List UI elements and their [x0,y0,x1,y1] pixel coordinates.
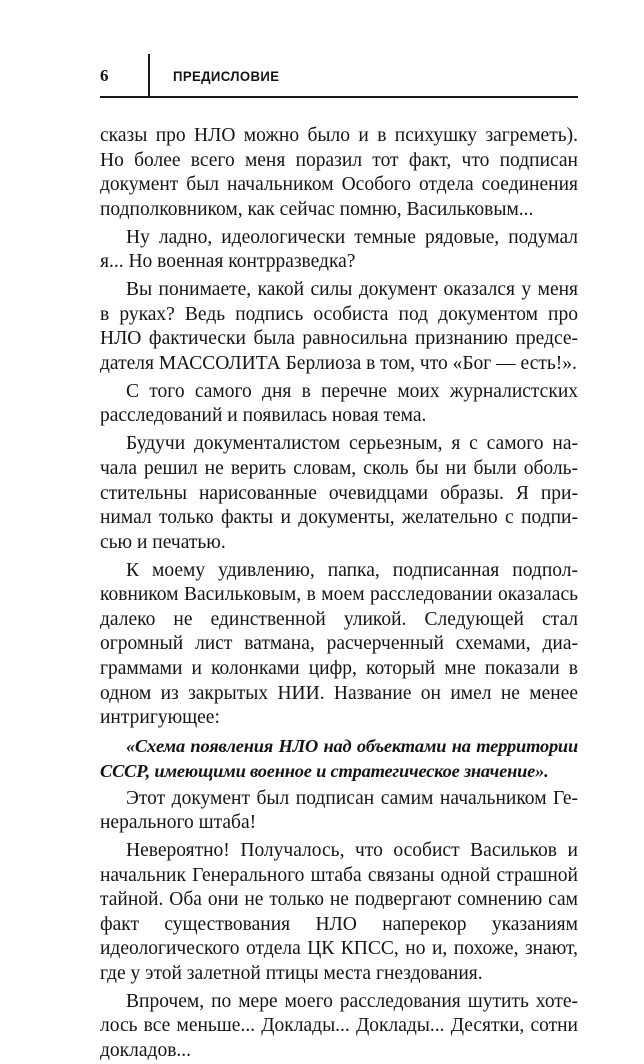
running-header [100,50,578,98]
page-number: 6 [100,66,109,85]
paragraph-5: Будучи документалистом серьезным, я с самого начала решил не верить словам, сколь бы ни были обольстительны нарисованные очевидцами образы. Я принимал только факты и документы, желательно с подписью и печатью. [100,433,578,553]
header-divider [148,54,150,96]
paragraph-7: Этот документ был подписан самим начальником Генерального штаба! [100,787,578,834]
paragraph-1: сказы про НЛО можно было и в психушку загреметь). Но более всего меня поразил тот факт, что подписан документ был начальником Особого отдела соединения подполковником, как сейчас помню, Васильковым... [100,125,578,220]
paragraph-8: Невероятно! Получалось, что особист Васильков и начальник Генерального штаба связаны одной страшной тайной. Оба они не только не подвергают сомнению сам факт существования НЛО наперекор указаниям идеологического отдела ЦК КПСС, но и, похоже, знают, где у этой залетной птицы места гнездования. [100,840,578,984]
paragraph-6: К моему удивлению, папка, подписанная подполковником Васильковым, в моем расследовании оказалась далеко не единственной уликой. Следующей стал огромный лист ватмана, расчерченный схемами, диаграммами и колонками цифр, который мне показали в одном из закрытых НИИ. Название он имел не менее интригующее: [100,559,578,729]
paragraph-9: Впрочем, по мере моего расследования шутить хотелось все меньше... Доклады... Доклады... Десятки, сотни докладов... [100,990,578,1062]
section-title: ПРЕДИСЛОВИЕ [173,68,280,84]
paragraph-3: Вы понимаете, какой силы документ оказался у меня в руках? Ведь подпись особиста под документом про НЛО фактически была равносильна признанию председателя МАССОЛИТА Берлиоза в том, что «Бог — есть!». [100,279,578,374]
paragraph-4: С того самого дня в перечне моих журналистских расследований и появилась новая тема. [100,380,578,427]
document-title-quote: «Схема появления НЛО над объектами на территории СССР, имеющими военное и стратегическое значение». [100,736,578,781]
body-text [100,124,578,1064]
paragraph-2: Ну ладно, идеологически темные рядовые, подумал я... Но военная контрразведка? [100,226,578,273]
